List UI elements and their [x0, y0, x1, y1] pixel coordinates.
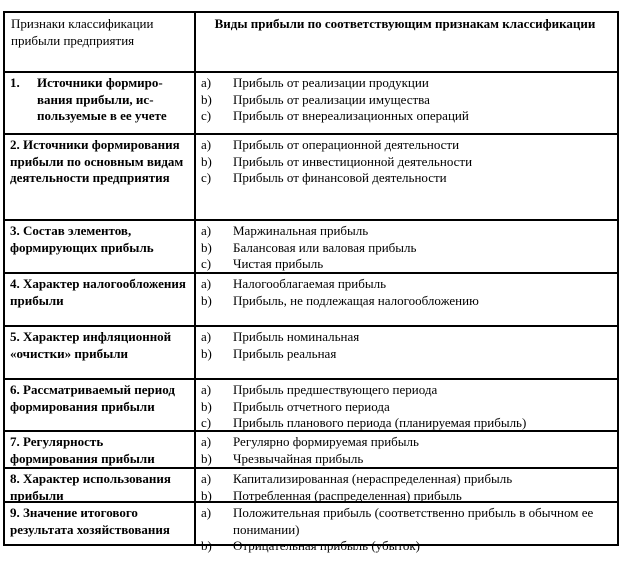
- list-item: b) Балансовая или валовая прибыль: [201, 239, 417, 255]
- list-item: a) Налогооблагаемая прибыль: [201, 276, 387, 291]
- table-row: [5, 221, 617, 274]
- list-item: a) Прибыль номинальная: [201, 329, 360, 344]
- list-item: b) Прибыль реальная: [201, 345, 337, 361]
- list-item: a) Прибыль предшествующего периода: [201, 382, 438, 397]
- table-row: [5, 469, 617, 503]
- row-items: [201, 137, 613, 187]
- column-divider: [194, 503, 196, 544]
- row-number: 1.: [10, 75, 20, 90]
- column-divider: [194, 13, 196, 71]
- row-label: 6. Рассматриваемый период формирования прибыли: [10, 382, 175, 414]
- row-label: 2. Источники формирования прибыли по основным видам деятельности предприятия: [10, 137, 184, 185]
- list-item: b) Отрицательная прибыль (убыток): [201, 538, 420, 553]
- row-label: 5. Характер инфляционной «очистки» прибыли: [10, 329, 172, 361]
- header-left: Признаки классификации прибыли предприятия: [11, 16, 154, 48]
- list-item: a) Капитализированная (нераспределенная) прибыль: [201, 471, 513, 486]
- row-label: 3. Состав элементов, формирующих прибыль: [10, 223, 154, 255]
- table-row: [5, 274, 617, 327]
- list-item: b) Прибыль от реализации имущества: [201, 91, 430, 107]
- list-item: c) Прибыль планового периода (планируемая прибыль): [201, 415, 527, 430]
- column-divider: [194, 135, 196, 219]
- table-row: [5, 327, 617, 380]
- list-item: b) Прибыль от инвестиционной деятельности: [201, 153, 473, 169]
- list-item: a) Прибыль от реализации продукции: [201, 75, 429, 90]
- row-label: 9. Значение итогового результата хозяйствования: [10, 505, 170, 537]
- classification-table: [3, 11, 619, 553]
- column-divider: [194, 469, 196, 501]
- row-items: [201, 434, 613, 467]
- row-label-text: Источники формиро-вания прибыли, ис-пользуемые в ее учете: [37, 75, 167, 123]
- header-right: Виды прибыли по соответствующим признакам классификации: [214, 16, 596, 31]
- row-items: [201, 329, 613, 362]
- list-item: a) Регулярно формируемая прибыль: [201, 434, 419, 449]
- column-divider: [194, 327, 196, 378]
- row-items: [201, 75, 613, 125]
- table-row: [5, 135, 617, 221]
- list-item: b) Чрезвычайная прибыль: [201, 450, 364, 466]
- list-item: a) Маржинальная прибыль: [201, 223, 369, 238]
- list-item: c) Прибыль от внереализационных операций: [201, 108, 469, 123]
- list-item: b) Прибыль, не подлежащая налогообложению: [201, 292, 479, 308]
- list-item: b) Потребленная (распределенная) прибыль: [201, 487, 462, 503]
- list-item: a) Положительная прибыль (соответственно прибыль в обычном ее понимании): [201, 505, 594, 537]
- row-items: [201, 505, 613, 555]
- table-row: [5, 432, 617, 469]
- row-label: 4. Характер налогообложения прибыли: [10, 276, 186, 308]
- column-divider: [194, 432, 196, 467]
- table-header-row: [5, 13, 617, 73]
- row-items: [201, 471, 613, 504]
- table-row: [5, 380, 617, 432]
- list-item: b) Прибыль отчетного периода: [201, 398, 390, 414]
- list-item: c) Чистая прибыль: [201, 256, 324, 271]
- column-divider: [194, 274, 196, 325]
- row-label: 8. Характер использования прибыли: [10, 471, 171, 503]
- row-label: [10, 75, 190, 125]
- list-item: c) Прибыль от финансовой деятельности: [201, 170, 447, 185]
- row-items: [201, 276, 613, 309]
- column-divider: [194, 73, 196, 133]
- column-divider: [194, 221, 196, 272]
- column-divider: [194, 380, 196, 430]
- row-items: [201, 382, 613, 432]
- table-row: [5, 73, 617, 135]
- row-items: [201, 223, 613, 273]
- list-item: a) Прибыль от операционной деятельности: [201, 137, 460, 152]
- table-row: [5, 503, 617, 553]
- row-label: 7. Регулярность формирования прибыли: [10, 434, 155, 466]
